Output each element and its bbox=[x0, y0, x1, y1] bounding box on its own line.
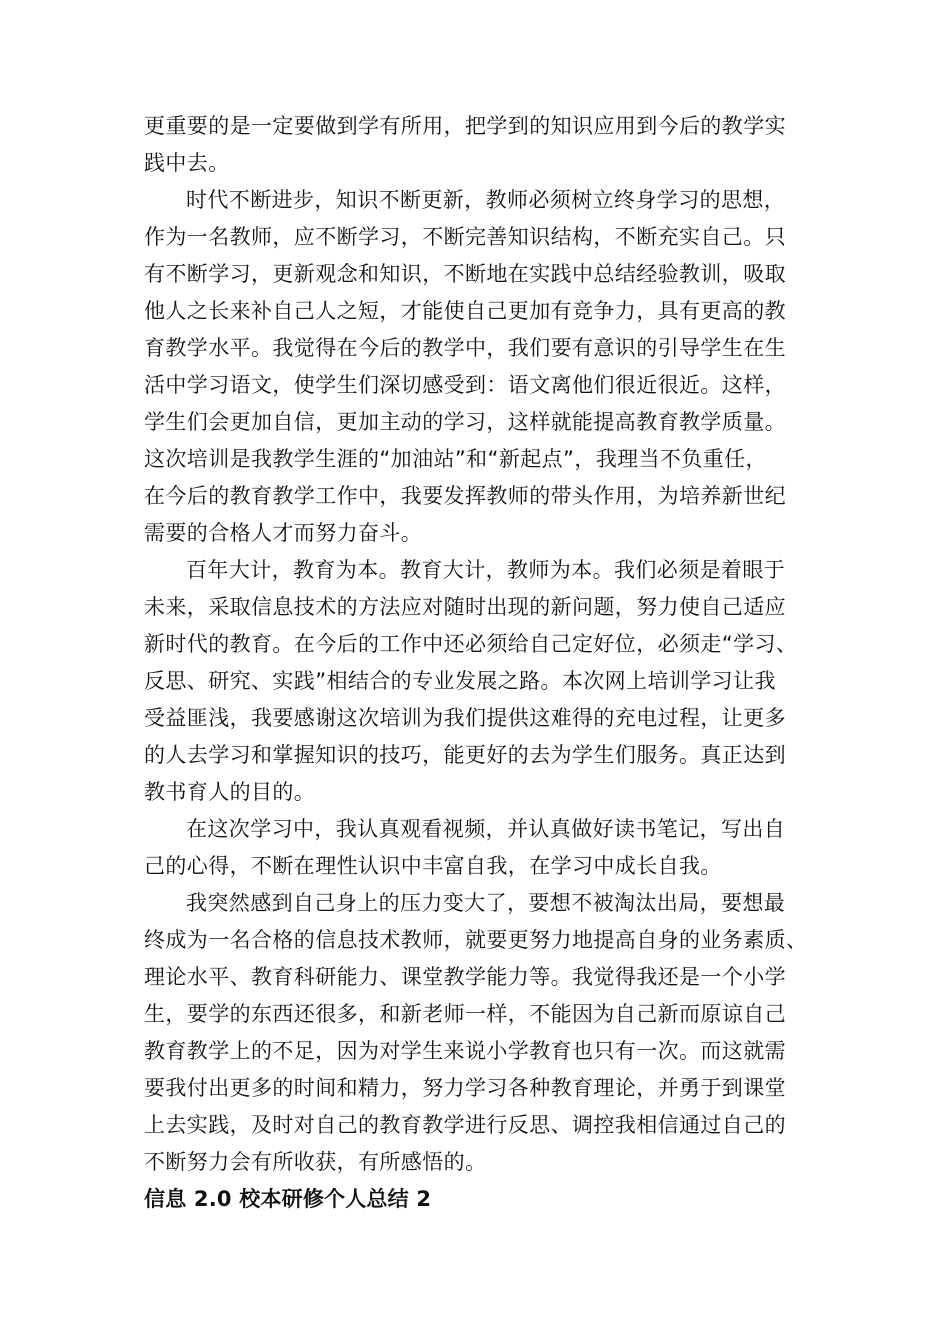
text-line: 这次培训是我教学生涯的“加油站”和“新起点”，我理当不负重任， bbox=[144, 447, 767, 471]
text-line: 更重要的是一定要做到学有所用，把学到的知识应用到今后的教学实 bbox=[144, 114, 786, 138]
text-line: 己的心得，不断在理性认识中丰富自我，在学习中成长自我。 bbox=[144, 854, 722, 878]
text-line: 要我付出更多的时间和精力，努力学习各种教育理论，并勇于到课堂 bbox=[144, 1076, 786, 1100]
text-line: 的人去学习和掌握知识的技巧，能更好的去为学生们服务。真正达到 bbox=[144, 743, 786, 767]
text-line: 反思、研究、实践”相结合的专业发展之路。本次网上培训学习让我 bbox=[144, 669, 776, 693]
text-line: 在今后的教育教学工作中，我要发挥教师的带头作用，为培养新世纪 bbox=[144, 484, 786, 508]
text-line: 育教学水平。我觉得在今后的教学中，我们要有意识的引导学生在生 bbox=[144, 336, 786, 360]
text-line: 受益匪浅，我要感谢这次培训为我们提供这难得的充电过程，让更多 bbox=[144, 706, 786, 730]
paragraph-pressure-growth bbox=[144, 885, 844, 1181]
text-line: 生，要学的东西还很多，和新老师一样，不能因为自己新而原谅自己 bbox=[144, 1002, 786, 1026]
text-line: 作为一名教师，应不断学习，不断完善知识结构，不断充实自己。只 bbox=[144, 225, 786, 249]
text-line: 教育教学上的不足，因为对学生来说小学教育也只有一次。而这就需 bbox=[144, 1039, 786, 1063]
text-line: 终成为一名合格的信息技术教师，就要更努力地提高自身的业务素质、 bbox=[144, 928, 808, 952]
text-line: 百年大计，教育为本。教育大计，教师为本。我们必须是着眼于 bbox=[186, 558, 786, 582]
text-line: 我突然感到自己身上的压力变大了，要想不被淘汰出局，要想最 bbox=[186, 891, 786, 915]
paragraph-lifelong-learning bbox=[144, 182, 844, 552]
text-line: 在这次学习中，我认真观看视频，并认真做好读书笔记，写出自 bbox=[186, 817, 786, 841]
text-line: 理论水平、教育科研能力、课堂教学能力等。我觉得我还是一个小学 bbox=[144, 965, 786, 989]
text-line: 新时代的教育。在今后的工作中还必须给自己定好位，必须走“学习、 bbox=[144, 632, 798, 656]
section-heading: 信息 2.0 校本研修个人总结 2 bbox=[144, 1187, 432, 1211]
text-line: 学生们会更加自信，更加主动的学习，这样就能提高教育教学质量。 bbox=[144, 410, 786, 434]
text-line: 需要的合格人才而努力奋斗。 bbox=[144, 521, 423, 545]
text-line: 未来，采取信息技术的方法应对随时出现的新问题，努力使自己适应 bbox=[144, 595, 786, 619]
text-line: 时代不断进步，知识不断更新，教师必须树立终身学习的思想， bbox=[186, 188, 786, 212]
text-line: 他人之长来补自己人之短，才能使自己更加有竞争力，具有更高的教 bbox=[144, 299, 786, 323]
paragraph-education-foundation bbox=[144, 552, 844, 811]
paragraph-continuation bbox=[144, 108, 844, 182]
text-line: 有不断学习，更新观念和知识，不断地在实践中总结经验教训，吸取 bbox=[144, 262, 786, 286]
text-line: 上去实践，及时对自己的教育教学进行反思、调控我相信通过自己的 bbox=[144, 1113, 786, 1137]
text-line: 不断努力会有所收获，有所感悟的。 bbox=[144, 1150, 487, 1174]
text-line: 活中学习语文，使学生们深切感受到：语文离他们很近很近。这样， bbox=[144, 373, 786, 397]
text-line: 教书育人的目的。 bbox=[144, 780, 316, 804]
document-page bbox=[144, 108, 844, 1218]
text-line: 践中去。 bbox=[144, 151, 230, 175]
paragraph-study-notes bbox=[144, 811, 844, 885]
